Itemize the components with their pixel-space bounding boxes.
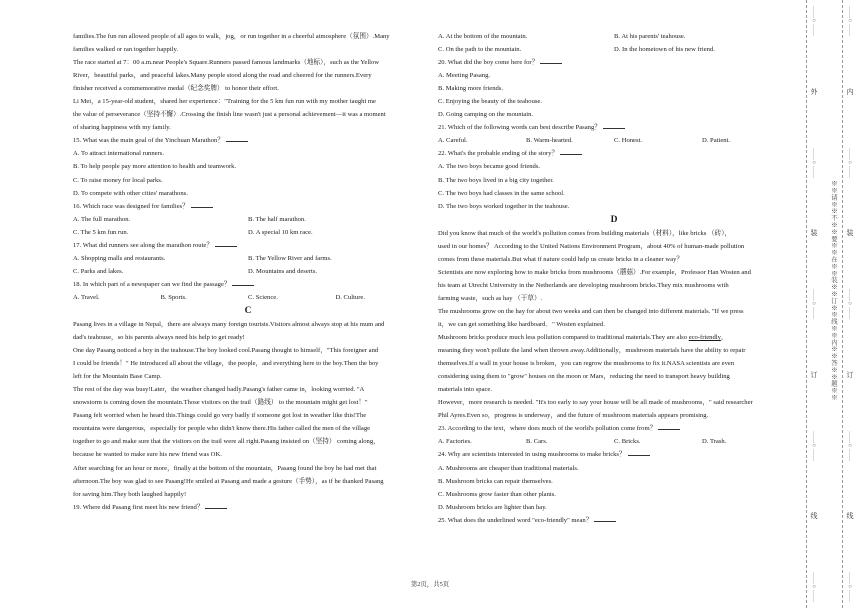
question-20: 20. What did the boy come here for？: [438, 56, 790, 69]
passage-c-line: One day Pasang noticed a boy in the teahouse.The boy looked cool.Pasang thought to himself，"This foreigner and: [73, 347, 379, 355]
question-16-options-row-1: A. The full marathon. B. The half marathon.: [73, 215, 306, 223]
question-19: 19. Where did Pasang first meet his new friend？: [73, 501, 423, 514]
answer-blank[interactable]: [560, 148, 582, 155]
passage-c-line: Pasang felt worried when he heard this.Things could go very badly if someone got lost in weather like this!The: [73, 412, 367, 420]
passage-d-line-eco-friendly: Mushroom bricks produce much less pollution compared to traditional materials.They are also eco-friendly，: [438, 334, 728, 342]
passage-d-line: it，we can get something like hardboard．" Wosten explained.: [438, 320, 605, 328]
question-17-options-row-1: A. Shopping malls and restaurants. B. The Yellow River and farms.: [73, 254, 332, 262]
question-19-options-row-2: C. On the path to the mountain. D. In the hometown of his new friend.: [438, 46, 715, 54]
passage-c-line: After searching for an hour or more，finally at the bottom of the mountain，Pasang found the boy he had met that: [73, 464, 377, 472]
binding-mark: 线: [810, 512, 818, 521]
passage-b-line: River，beautiful parks，and peaceful lakes.Many people stood along the road and cheered for the runners.Every: [73, 72, 372, 80]
option-line: A. Meeting Pasang.: [438, 72, 491, 80]
option-line: B. The two boys lived in a big city together.: [438, 176, 554, 184]
question-16-options-row-2: C. The 5 km fun run. D. A special 10 km race.: [73, 228, 313, 236]
question-24: 24. Why are scientists interested in using mushrooms to make bricks？: [438, 448, 790, 461]
passage-c-line: left for the Mountain Base Camp.: [73, 373, 162, 381]
question-25: 25. What does the underlined word "eco-friendly" mean？: [438, 514, 790, 527]
option-line: D. To compete with other cities' marathons.: [73, 189, 188, 197]
passage-c-line: I could be friends！" He introduced all about the village，the people，and everything here to the boy.Then the boy: [73, 360, 379, 368]
question-18-options: A. Travel. B. Sports. C. Science. D. Culture.: [73, 293, 365, 301]
option-line: A. To attract international runners.: [73, 150, 164, 158]
option-line: B. To help people pay more attention to health and teamwork.: [73, 163, 237, 171]
answer-blank[interactable]: [594, 515, 616, 522]
passage-c-line: mountains were dangerous，especially for people who didn't know there.His father called the men of the village: [73, 425, 371, 433]
passage-d-line: farming waste，such as hay （干草）.: [438, 294, 543, 302]
dotted-separator: ……○……: [811, 147, 817, 178]
binding-mark: 装: [810, 229, 818, 238]
answer-blank[interactable]: [205, 502, 227, 509]
passage-c-line: Pasang lives in a village in Nepal，there are always many foreign tourists.Visitors almost always stop at his mum and: [73, 320, 385, 328]
option-line: C. Enjoying the beauty of the teahouse.: [438, 98, 543, 106]
dotted-separator: ……○……: [847, 572, 853, 602]
passage-b-line: the value of perseverance（坚持不懈）.Crossing the finish line wasn't just a personal achievement—it was a moment: [73, 111, 386, 119]
dotted-separator: ……○……: [847, 147, 853, 178]
question-18: 18. In which part of a newspaper can we find the passage？: [73, 278, 423, 291]
section-heading-d: D: [610, 214, 618, 225]
passage-b-line: of sharing happiness with my family.: [73, 124, 171, 132]
dotted-separator: ……○……: [811, 572, 817, 602]
passage-b-line: finisher received a commemorative medal（纪念奖牌） to honor their effort.: [73, 85, 279, 93]
passage-d-line: meaning they won't pollute the land when thrown away.Additionally，mushroom materials have the ability to repair: [438, 347, 746, 355]
answer-blank[interactable]: [226, 135, 248, 142]
question-23-options: A. Factories. B. Cars. C. Bricks. D. Trash.: [438, 438, 727, 446]
passage-c-line: dad's teahouse，so his parents always need his help to get ready!: [73, 334, 245, 342]
option-line: C. Mushrooms grow faster than other plants.: [438, 490, 556, 498]
answer-blank[interactable]: [232, 279, 254, 286]
question-21-options: A. Careful. B. Warm-hearted. C. Honest. D. Patient.: [438, 137, 731, 145]
passage-c-line: together to go and make sure that the visitors on the trail were all right.Pasang insisted on（坚持） coming along，: [73, 438, 380, 446]
outer-binding-line: [806, 0, 821, 608]
question-17-options-row-2: C. Parks and lakes. D. Mountains and deserts.: [73, 267, 318, 275]
passage-d-line: The mushrooms grow on the hay for about two weeks and can then be changed into different materials. "If we press: [438, 307, 744, 315]
binding-mark: 装: [846, 229, 854, 238]
question-17: 17. What did runners see along the marathon route？: [73, 239, 423, 252]
dotted-separator: ……○……: [847, 6, 853, 36]
passage-b-line: families.The fun run allowed people of all ages to walk，jog，or run together in a cheerful atmosphere（氛围）.Many: [73, 33, 390, 40]
passage-d-line: Phil Ayres.Even so，progress is underway，and the future of mushroom materials appears promising.: [438, 412, 709, 420]
seal-notice-strip: [826, 0, 840, 608]
question-19-options-row-1: A. At the bottom of the mountain. B. At his parents' teahouse.: [438, 33, 686, 40]
underlined-word: eco-friendly: [688, 334, 721, 342]
dotted-separator: ……○……: [847, 289, 853, 319]
question-22: 22. What's the probable ending of the story？: [438, 147, 790, 160]
passage-c-line: The rest of the day was busy!Later，the weather changed badly.Pasang's father came in，looking worried. "A: [73, 386, 365, 394]
passage-d-line: Scientists are now exploring how to make bricks from mushrooms（蘑菇）.For example，Professor Han Wosten and: [438, 268, 751, 276]
binding-mark: 内: [846, 87, 854, 96]
option-line: D. Mushroom bricks are lighter than hay.: [438, 503, 547, 511]
option-line: A. Mushrooms are cheaper than traditional materials.: [438, 464, 579, 472]
binding-mark: 订: [810, 370, 818, 379]
question-16: 16. Which race was designed for families？: [73, 200, 423, 213]
answer-blank[interactable]: [628, 449, 650, 456]
passage-b-line: Li Mei，a 15-year-old student，shared her experience："Training for the 5 km fun run with my mother taught me: [73, 98, 376, 106]
question-15: 15. What was the main goal of the Yinchuan Marathon？: [73, 134, 423, 147]
answer-blank[interactable]: [215, 240, 237, 247]
passage-d-line: used in our homes？ According to the United Nations Environment Program，about 40% of human-made pollution: [438, 242, 745, 250]
passage-d-line: However，more research is needed. "It's too early to say your house will be all made of mushrooms，" said researcher: [438, 399, 753, 407]
question-21: 21. Which of the following words can best describe Pasang？: [438, 121, 790, 134]
passage-b-line: families walked or ran together happily.: [73, 46, 179, 54]
option-line: B. Mushroom bricks can repair themselves.: [438, 477, 553, 485]
passage-d-line: materials into space.: [438, 386, 493, 394]
seal-notice: ※※请※※不※※要※※在※※装※※订※※线※※内※※答※※题※※: [830, 180, 837, 401]
passage-d-line: Did you know that much of the world's pollution comes from building materials（材料），like bricks （砖），: [438, 229, 732, 237]
passage-d-line: considering using them to "grow" houses on the moon or Mars，reducing the need to transport heavy building: [438, 373, 730, 381]
option-line: A. The two boys became good friends.: [438, 163, 541, 171]
answer-blank[interactable]: [191, 201, 213, 208]
passage-d-line: themselves.If a wall in your house is broken，you can regrow the mushrooms to fix it.NASA scientists are even: [438, 360, 735, 368]
option-line: C. The two boys had classes in the same school.: [438, 189, 565, 197]
question-23: 23. According to the text，where does much of the world's pollution come from？: [438, 422, 790, 435]
passage-c-line: snowstorm is coming down the mountain.Those visitors on the trail（路线） to the mountain might get lost！": [73, 399, 368, 407]
option-line: D. The two boys worked together in the teahouse.: [438, 202, 570, 210]
passage-d-line: his team at Utrecht University in the Netherlands are developing mushroom bricks.They mix mushrooms with: [438, 281, 729, 289]
right-column: [438, 30, 790, 527]
binding-mark: 外: [810, 87, 818, 96]
option-line: D. Going camping on the mountain.: [438, 111, 534, 119]
passage-d-line: comes from these materials.But what if nature could help us create bricks in a cleaner way？: [438, 255, 683, 263]
binding-mark: 线: [846, 512, 854, 521]
inner-binding-line: [842, 0, 857, 608]
left-column: [73, 30, 423, 514]
answer-blank[interactable]: [540, 57, 562, 64]
passage-b-line: The race started at 7：00 a.m.near People's Square.Runners passed famous landmarks（地标），such as the Yellow: [73, 59, 380, 67]
option-line: B. Making more friends.: [438, 85, 504, 93]
page-footer: 第2页，共5页: [410, 581, 450, 588]
dotted-separator: ……○……: [811, 6, 817, 36]
dotted-separator: ……○……: [811, 289, 817, 319]
binding-mark: 订: [846, 370, 854, 379]
dotted-separator: ……○……: [811, 430, 817, 461]
dotted-separator: ……○……: [847, 430, 853, 461]
passage-c-line: for saving him.They both laughed happily!: [73, 490, 187, 498]
answer-blank[interactable]: [658, 423, 680, 430]
section-heading-c: C: [244, 305, 252, 316]
answer-blank[interactable]: [603, 122, 625, 129]
passage-c-line: afternoon.The boy was glad to see Pasang!He smiled at Pasang and made a gesture（手势），as if he thanked Pasang: [73, 477, 384, 485]
option-line: C. To raise money for local parks.: [73, 176, 163, 184]
passage-c-line: because he wanted to make sure his new friend was OK.: [73, 451, 222, 459]
